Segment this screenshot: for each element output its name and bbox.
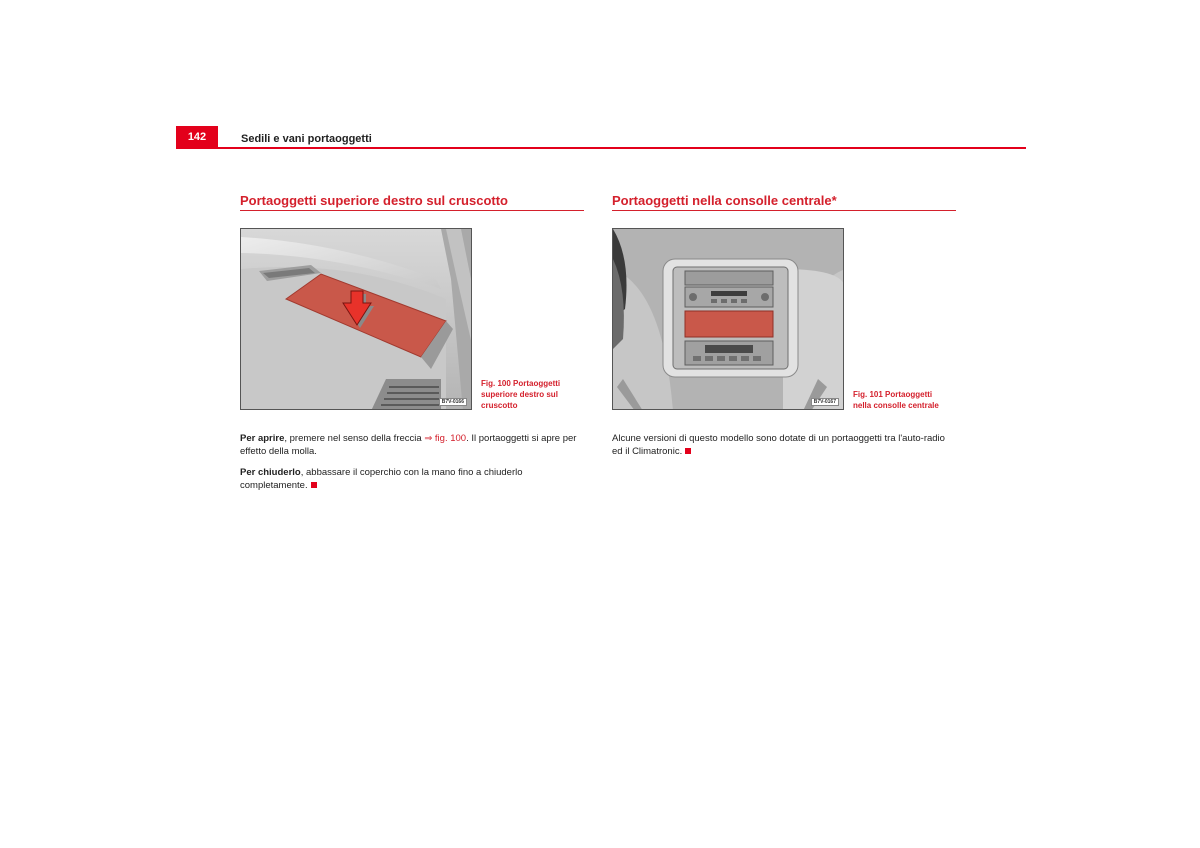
caption-line: cruscotto [481, 401, 518, 410]
bold-term: Per chiuderlo [240, 467, 301, 478]
left-section-rule [240, 210, 584, 211]
caption-line: Fig. 101 Portaoggetti [853, 390, 933, 399]
paragraph-text: Alcune versioni di questo modello sono dotate di un portaoggetti tra l'auto-radio ed il Climatronic. [612, 433, 945, 457]
header-rule [176, 147, 1026, 149]
bold-term: Per aprire [240, 433, 285, 444]
left-paragraph-close [240, 466, 585, 492]
console-storage-highlight [685, 311, 773, 337]
paragraph-text: , premere nel senso della freccia [284, 433, 425, 444]
section-end-mark [311, 482, 317, 488]
right-section-heading: Portaoggetti nella consolle centrale* [612, 193, 837, 208]
paragraph-text: . Il portaoggetti si apre per effetto della molla. [240, 433, 577, 457]
right-section-rule [612, 210, 956, 211]
caption-line: Fig. 100 Portaoggetti [481, 379, 561, 388]
figure-code: B7V-0167 [811, 398, 839, 406]
right-paragraph [612, 432, 957, 458]
dashboard-illustration [241, 229, 472, 410]
caption-line: superiore destro sul [481, 390, 558, 399]
chapter-title: Sedili e vani portaoggetti [241, 133, 372, 145]
console-illustration [613, 229, 844, 410]
figure-code: B7V-0166 [439, 398, 467, 406]
paragraph-text: , abbassare il coperchio con la mano fino a chiuderlo completamente. [240, 467, 523, 491]
figure-dashboard-storage [240, 228, 472, 410]
left-paragraph-open [240, 432, 585, 458]
figure-center-console-storage [612, 228, 844, 410]
caption-line: nella consolle centrale [853, 401, 939, 410]
left-section-heading: Portaoggetti superiore destro sul cruscotto [240, 193, 508, 208]
reference-arrow-icon: ⇒ [424, 433, 433, 444]
figure-reference-link[interactable]: fig. 100 [432, 433, 467, 444]
page-number: 142 [176, 126, 218, 148]
figure-caption-100 [481, 378, 581, 411]
figure-caption-101 [853, 389, 963, 411]
section-end-mark [685, 448, 691, 454]
